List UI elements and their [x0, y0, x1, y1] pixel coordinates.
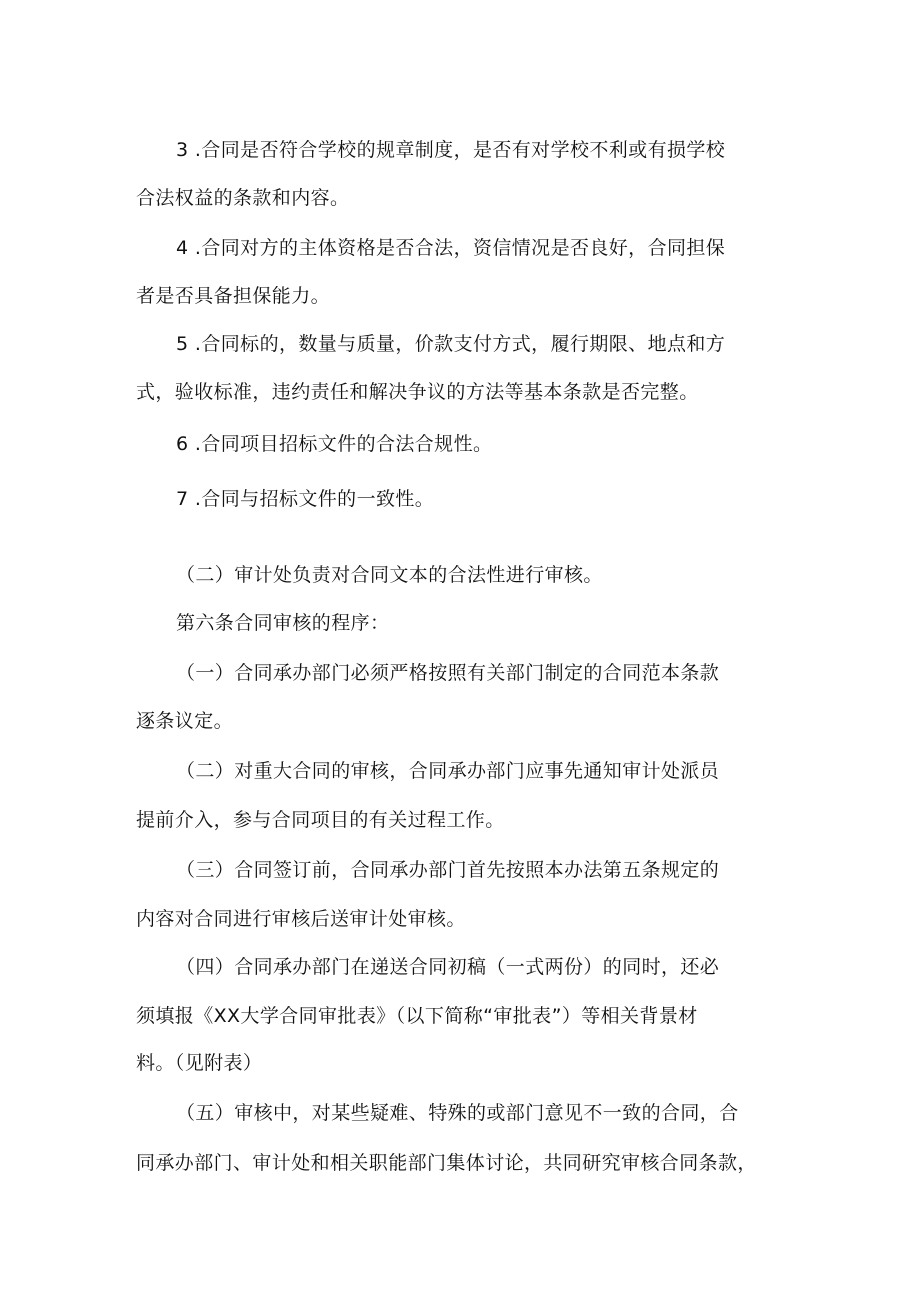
text-line: 6 .合同项目招标文件的合法合规性。	[176, 433, 493, 455]
text-line: 3 .合同是否符合学校的规章制度，是否有对学校不利或有损学校	[176, 139, 726, 161]
text-line: 式，验收标准，违约责任和解决争议的方法等基本条款是否完整。	[136, 381, 699, 403]
text-line: 须填报《XX大学合同审批表》（以下简称“审批表”）等相关背景材	[136, 1005, 698, 1027]
text-line: （二）审计处负责对合同文本的合法性进行审核。	[176, 564, 603, 586]
text-line: 合法权益的条款和内容。	[136, 187, 350, 209]
text-line: （二）对重大合同的审核，合同承办部门应事先通知审计处派员	[176, 760, 720, 782]
text-line: 5 .合同标的，数量与质量，价款支付方式，履行期限、地点和方	[176, 333, 726, 355]
text-line: 第六条合同审核的程序：	[176, 612, 390, 634]
text-line: 料。（见附表）	[136, 1052, 263, 1074]
text-line: （五）审核中，对某些疑难、特殊的或部门意见不一致的合同，合	[176, 1102, 739, 1124]
text-line: （四）合同承办部门在递送合同初稿（一式两份）的同时，还必	[176, 956, 720, 978]
text-line: 7 .合同与招标文件的一致性。	[176, 488, 435, 510]
text-line: 者是否具备担保能力。	[136, 285, 331, 307]
text-line: 逐条议定。	[136, 710, 234, 732]
text-line: 同承办部门、审计处和相关职能部门集体讨论，共同研究审核合同条款，	[136, 1152, 757, 1174]
text-line: 内容对合同进行审核后送审计处审核。	[136, 908, 466, 930]
text-line: （一）合同承办部门必须严格按照有关部门制定的合同范本条款	[176, 662, 720, 684]
text-line: （三）合同签订前，合同承办部门首先按照本办法第五条规定的	[176, 859, 720, 881]
text-line: 提前介入，参与合同项目的有关过程工作。	[136, 809, 505, 831]
text-line: 4 .合同对方的主体资格是否合法，资信情况是否良好，合同担保	[176, 237, 726, 259]
